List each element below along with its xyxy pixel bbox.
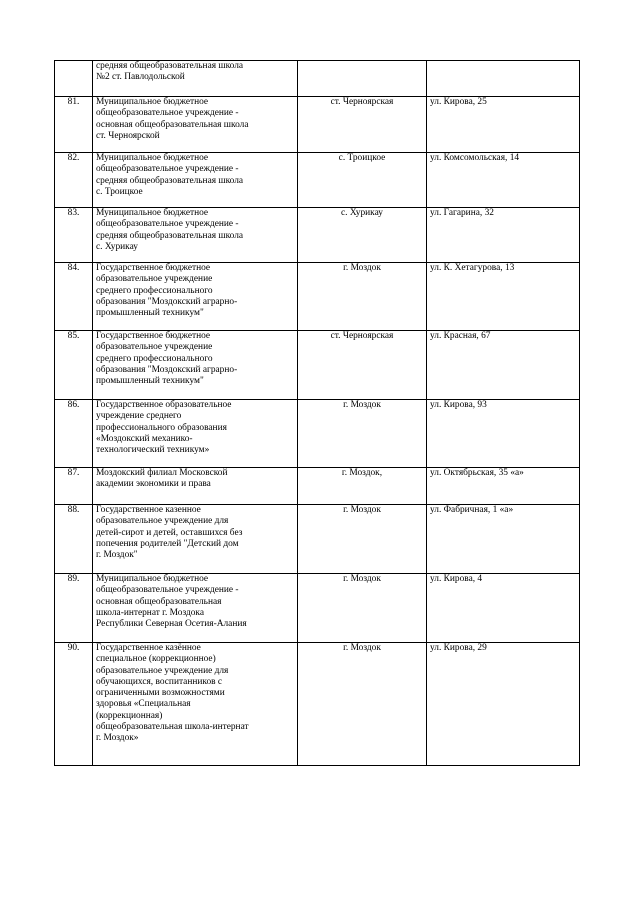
table-row <box>55 505 580 574</box>
row-number: 85. <box>55 331 93 400</box>
institution-name: Государственное бюджетное образовательное учреждение среднего профессионального образования "Моздокский аграрно- промышленный техникум" <box>93 331 298 400</box>
table-row <box>55 331 580 400</box>
table-row <box>55 468 580 505</box>
address: ул. Красная, 67 <box>427 331 580 400</box>
locality: с. Хурикау <box>298 208 427 263</box>
table-row <box>55 61 580 97</box>
address: ул. Кирова, 29 <box>427 643 580 766</box>
row-number: 82. <box>55 153 93 208</box>
table-row <box>55 643 580 766</box>
locality: с. Троицкое <box>298 153 427 208</box>
institution-name: Муниципальное бюджетное общеобразовательное учреждение - основная общеобразовательная школа-интернат г. Моздока Республики Северная Осетия-Алания <box>93 574 298 643</box>
institutions-table <box>54 60 580 766</box>
locality: г. Моздок <box>298 574 427 643</box>
table-row <box>55 400 580 468</box>
table-row <box>55 97 580 153</box>
row-number: 84. <box>55 263 93 331</box>
address: ул. Октябрьская, 35 «а» <box>427 468 580 505</box>
locality: ст. Черноярская <box>298 331 427 400</box>
row-number <box>55 61 93 97</box>
table-row <box>55 153 580 208</box>
address: ул. Кирова, 25 <box>427 97 580 153</box>
institution-name: Муниципальное бюджетное общеобразовательное учреждение - основная общеобразовательная школа ст. Черноярской <box>93 97 298 153</box>
address <box>427 61 580 97</box>
row-number: 81. <box>55 97 93 153</box>
institution-name: Государственное образовательное учреждение среднего профессионального образования «Моздокский механико- технологический техникум» <box>93 400 298 468</box>
address: ул. Гагарина, 32 <box>427 208 580 263</box>
institution-name: Муниципальное бюджетное общеобразовательное учреждение - средняя общеобразовательная школа с. Хурикау <box>93 208 298 263</box>
address: ул. Комсомольская, 14 <box>427 153 580 208</box>
institution-name: Муниципальное бюджетное общеобразовательное учреждение - средняя общеобразовательная школа с. Троицкое <box>93 153 298 208</box>
address: ул. Кирова, 93 <box>427 400 580 468</box>
row-number: 87. <box>55 468 93 505</box>
institution-name: Моздокский филиал Московской академии экономики и права <box>93 468 298 505</box>
institution-name: средняя общеобразовательная школа №2 ст. Павлодольской <box>93 61 298 97</box>
locality: г. Моздок <box>298 643 427 766</box>
row-number: 88. <box>55 505 93 574</box>
address: ул. К. Хетагурова, 13 <box>427 263 580 331</box>
row-number: 89. <box>55 574 93 643</box>
locality: г. Моздок <box>298 263 427 331</box>
institution-name: Государственное казённое специальное (коррекционное) образовательное учреждение для обучающихся, воспитанников с ограниченными возможностями здоровья «Специальная (коррекционная) общеобразовательная школа-интернат г. Моздок» <box>93 643 298 766</box>
institution-name: Государственное бюджетное образовательное учреждение среднего профессионального образования "Моздокский аграрно- промышленный техникум" <box>93 263 298 331</box>
locality <box>298 61 427 97</box>
address: ул. Кирова, 4 <box>427 574 580 643</box>
table-row <box>55 263 580 331</box>
institution-name: Государственное казенное образовательное учреждение для детей-сирот и детей, оставшихся без попечения родителей "Детский дом г. Моздок" <box>93 505 298 574</box>
locality: г. Моздок <box>298 505 427 574</box>
address: ул. Фабричная, 1 «а» <box>427 505 580 574</box>
table-row <box>55 208 580 263</box>
table-row <box>55 574 580 643</box>
locality: ст. Черноярская <box>298 97 427 153</box>
row-number: 86. <box>55 400 93 468</box>
row-number: 83. <box>55 208 93 263</box>
locality: г. Моздок <box>298 400 427 468</box>
locality: г. Моздок, <box>298 468 427 505</box>
row-number: 90. <box>55 643 93 766</box>
